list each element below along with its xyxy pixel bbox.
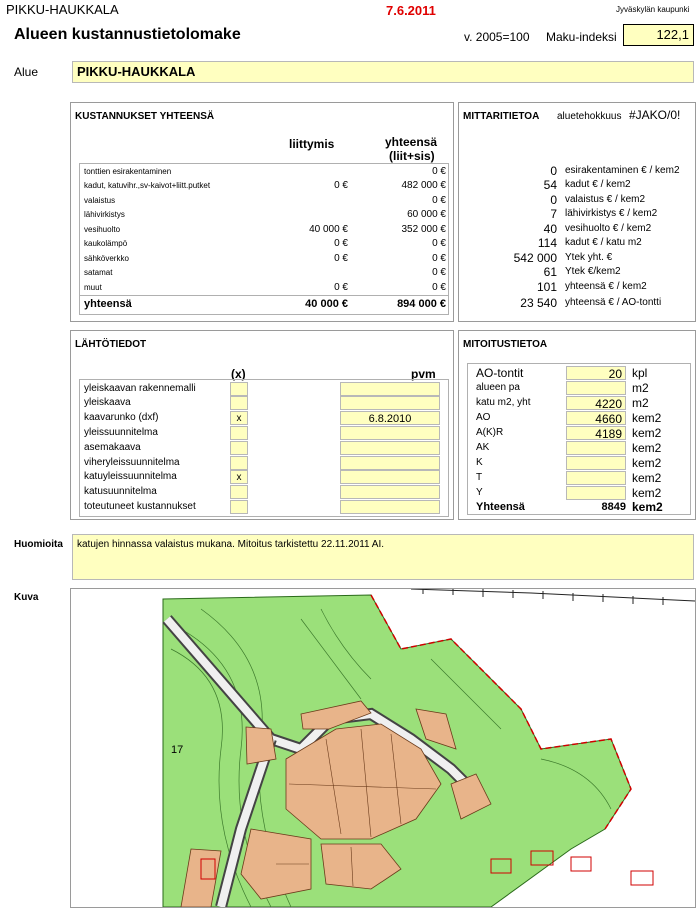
sizing-unit: kem2 bbox=[632, 456, 662, 470]
cost-liittymis: 0 € bbox=[334, 253, 348, 264]
cost-label: valaistus bbox=[84, 196, 116, 205]
sizing-value-cell[interactable]: 20 bbox=[566, 366, 626, 380]
cost-row bbox=[80, 281, 448, 296]
metric-value: 40 bbox=[543, 222, 557, 236]
sizing-row bbox=[468, 471, 690, 485]
cost-row bbox=[80, 208, 448, 222]
image-label: Kuva bbox=[14, 592, 39, 603]
source-pvm-cell[interactable] bbox=[340, 426, 440, 440]
sizing-value-cell[interactable] bbox=[566, 471, 626, 485]
sizing-unit: kem2 bbox=[632, 441, 662, 455]
cost-row bbox=[80, 179, 448, 193]
sizing-label: Y bbox=[476, 487, 483, 498]
source-label: viheryleissuunnitelma bbox=[84, 457, 180, 468]
source-label: yleiskaava bbox=[84, 397, 131, 408]
cost-label: sähköverkko bbox=[84, 254, 129, 263]
source-pvm-cell[interactable] bbox=[340, 396, 440, 410]
city-name: Jyväskylän kaupunki bbox=[616, 5, 690, 14]
metric-value: 542 000 bbox=[513, 251, 557, 265]
sizing-value-cell[interactable] bbox=[566, 456, 626, 470]
sizing-unit: kpl bbox=[632, 366, 648, 380]
cost-label: kaukolämpö bbox=[84, 239, 128, 248]
sizing-value-cell[interactable]: 4189 bbox=[566, 426, 626, 440]
cost-liittymis: 0 € bbox=[334, 180, 348, 191]
sizing-label: AO-tontit bbox=[476, 366, 524, 380]
cost-yhteensa: 352 000 € bbox=[401, 224, 446, 235]
metric-value: 7 bbox=[550, 207, 557, 221]
metric-label: vesihuolto € / kem2 bbox=[565, 223, 652, 234]
col-liittymis: liittymis bbox=[289, 137, 335, 151]
metric-row bbox=[461, 251, 693, 265]
metric-label: esirakentaminen € / kem2 bbox=[565, 165, 680, 176]
metric-label: kadut € / katu m2 bbox=[565, 237, 642, 248]
source-panel bbox=[70, 330, 454, 520]
notes-label: Huomioita bbox=[14, 539, 63, 550]
metric-value: 23 540 bbox=[520, 296, 557, 310]
sizing-row bbox=[468, 441, 690, 455]
sizing-unit: kem2 bbox=[632, 486, 662, 500]
source-x-cell[interactable] bbox=[230, 441, 248, 455]
source-pvm-cell[interactable] bbox=[340, 500, 440, 514]
cost-label: vesihuolto bbox=[84, 225, 121, 234]
source-x-cell[interactable] bbox=[230, 500, 248, 514]
source-x-cell[interactable]: x bbox=[230, 470, 248, 484]
cost-yhteensa: 0 € bbox=[432, 267, 446, 278]
source-label: katuyleissuunnitelma bbox=[84, 471, 177, 482]
alue-field[interactable]: PIKKU-HAUKKALA bbox=[72, 61, 694, 83]
sizing-total-value: 8849 bbox=[601, 501, 626, 513]
sizing-label: A(K)R bbox=[476, 427, 504, 438]
index-basis: v. 2005=100 bbox=[464, 30, 530, 44]
metric-value: 54 bbox=[543, 178, 557, 192]
cost-liittymis: 40 000 € bbox=[309, 224, 348, 235]
metric-label: yhteensä € / AO-tontti bbox=[565, 297, 662, 308]
sizing-value-cell[interactable] bbox=[566, 441, 626, 455]
sizing-label: T bbox=[476, 472, 483, 483]
sizing-value-cell[interactable]: 4220 bbox=[566, 396, 626, 410]
metric-value: 0 bbox=[550, 193, 557, 207]
source-pvm-cell[interactable] bbox=[340, 485, 440, 499]
cost-label: satamat bbox=[84, 268, 113, 277]
sizing-row bbox=[468, 396, 690, 410]
cost-row bbox=[80, 194, 448, 208]
efficiency-label: aluetehokkuus bbox=[557, 111, 622, 122]
efficiency-value: #JAKO/0! bbox=[629, 108, 681, 122]
sizing-label: alueen pa bbox=[476, 382, 520, 393]
cost-yhteensa: 0 € bbox=[432, 195, 446, 206]
source-row bbox=[80, 485, 448, 499]
costs-table bbox=[79, 163, 449, 315]
metric-row bbox=[461, 222, 693, 236]
area-name-header: PIKKU-HAUKKALA bbox=[6, 2, 119, 17]
metrics-title: MITTARITIETOA bbox=[463, 111, 540, 122]
sizing-unit: m2 bbox=[632, 381, 649, 395]
source-pvm-cell[interactable] bbox=[340, 441, 440, 455]
source-x-cell[interactable] bbox=[230, 456, 248, 470]
source-row bbox=[80, 426, 448, 440]
col-yhteensa: yhteensä bbox=[385, 135, 438, 149]
source-row bbox=[80, 456, 448, 470]
cost-row bbox=[80, 165, 448, 179]
sizing-title: MITOITUSTIETOA bbox=[463, 339, 548, 350]
alue-label: Alue bbox=[14, 65, 39, 79]
cost-yhteensa: 0 € bbox=[432, 238, 446, 249]
cost-label: tonttien esirakentaminen bbox=[84, 167, 172, 176]
sizing-total-unit: kem2 bbox=[632, 500, 663, 514]
sizing-unit: kem2 bbox=[632, 471, 662, 485]
sizing-total-row bbox=[468, 500, 690, 514]
metric-label: valaistus € / kem2 bbox=[565, 194, 646, 205]
source-row bbox=[80, 470, 448, 484]
source-row bbox=[80, 441, 448, 455]
metric-row bbox=[461, 236, 693, 250]
metric-row bbox=[461, 280, 693, 294]
cost-liittymis: 0 € bbox=[334, 238, 348, 249]
metric-value: 0 bbox=[550, 164, 557, 178]
form-title: Alueen kustannustietolomake bbox=[14, 26, 241, 43]
metric-label: Ytek €/kem2 bbox=[565, 266, 621, 277]
cost-label: kadut, katuvihr.,sv-kaivot+liitt.putket bbox=[84, 181, 211, 190]
source-row bbox=[80, 382, 448, 396]
sizing-label: AO bbox=[476, 412, 491, 423]
metric-row bbox=[461, 164, 693, 178]
cost-label: muut bbox=[84, 283, 102, 292]
sizing-value-cell[interactable] bbox=[566, 381, 626, 395]
cost-yhteensa: 482 000 € bbox=[401, 180, 446, 191]
col-x: (x) bbox=[231, 367, 246, 381]
costs-title: KUSTANNUKSET YHTEENSÄ bbox=[75, 111, 215, 122]
metric-row bbox=[461, 296, 693, 310]
sizing-row bbox=[468, 411, 690, 425]
metrics-table bbox=[461, 163, 693, 313]
cost-yhteensa: 0 € bbox=[432, 253, 446, 264]
source-pvm-cell[interactable] bbox=[340, 456, 440, 470]
sizing-panel bbox=[458, 330, 696, 520]
source-table bbox=[79, 379, 449, 517]
metric-row bbox=[461, 193, 693, 207]
source-label: toteutuneet kustannukset bbox=[84, 501, 196, 512]
source-pvm-cell[interactable]: 6.8.2010 bbox=[340, 411, 440, 425]
col-pvm: pvm bbox=[411, 367, 436, 381]
sizing-label: AK bbox=[476, 442, 490, 453]
metric-value: 114 bbox=[537, 236, 557, 250]
metric-row bbox=[461, 178, 693, 192]
notes-field[interactable]: katujen hinnassa valaistus mukana. Mitoitus tarkistettu 22.11.2011 AI. bbox=[72, 534, 694, 580]
metrics-panel bbox=[458, 102, 696, 322]
sizing-unit: kem2 bbox=[632, 411, 662, 425]
metric-label: lähivirkistys € / kem2 bbox=[565, 208, 658, 219]
costs-panel bbox=[70, 102, 454, 322]
cost-total-liittymis: 40 000 € bbox=[305, 298, 348, 310]
sizing-row bbox=[468, 456, 690, 470]
sizing-value-cell[interactable] bbox=[566, 486, 626, 500]
image-frame bbox=[70, 588, 696, 908]
source-label: asemakaava bbox=[84, 442, 141, 453]
metric-value: 61 bbox=[543, 265, 557, 279]
cost-yhteensa: 60 000 € bbox=[407, 209, 446, 220]
sizing-label: K bbox=[476, 457, 483, 468]
source-x-cell[interactable] bbox=[230, 382, 248, 396]
cost-label: lähivirkistys bbox=[84, 210, 125, 219]
cost-row bbox=[80, 237, 448, 251]
index-value-field[interactable]: 122,1 bbox=[623, 24, 694, 46]
metric-row bbox=[461, 265, 693, 279]
metric-label: Ytek yht. € bbox=[565, 252, 613, 263]
source-x-cell[interactable] bbox=[230, 426, 248, 440]
metric-row bbox=[461, 207, 693, 221]
metric-label: yhteensä € / kem2 bbox=[565, 281, 647, 292]
date-header: 7.6.2011 bbox=[386, 3, 436, 18]
source-x-cell[interactable]: x bbox=[230, 411, 248, 425]
source-label: yleiskaavan rakennemalli bbox=[84, 383, 196, 394]
col-yhteensa-sub: (liit+sis) bbox=[389, 149, 435, 163]
metric-value: 101 bbox=[536, 280, 557, 294]
sizing-row bbox=[468, 366, 690, 380]
site-plan-map bbox=[71, 589, 695, 907]
cost-row bbox=[80, 266, 448, 280]
cost-total-yhteensa: 894 000 € bbox=[397, 298, 446, 310]
index-label: Maku-indeksi bbox=[546, 30, 617, 44]
cost-liittymis: 0 € bbox=[334, 282, 348, 293]
sizing-value-cell[interactable]: 4660 bbox=[566, 411, 626, 425]
cost-total-label: yhteensä bbox=[84, 298, 132, 310]
sizing-label: katu m2, yht bbox=[476, 397, 531, 408]
sizing-unit: m2 bbox=[632, 396, 649, 410]
source-x-cell[interactable] bbox=[230, 485, 248, 499]
sizing-row bbox=[468, 486, 690, 500]
cost-row bbox=[80, 223, 448, 237]
sizing-unit: kem2 bbox=[632, 426, 662, 440]
source-row bbox=[80, 396, 448, 410]
source-row bbox=[80, 411, 448, 425]
source-x-cell[interactable] bbox=[230, 396, 248, 410]
cost-yhteensa: 0 € bbox=[432, 282, 446, 293]
source-row bbox=[80, 500, 448, 514]
source-label: katusuunnitelma bbox=[84, 486, 157, 497]
cost-yhteensa: 0 € bbox=[432, 166, 446, 177]
source-pvm-cell[interactable] bbox=[340, 470, 440, 484]
sizing-row bbox=[468, 381, 690, 395]
map-label: 17 bbox=[171, 744, 184, 756]
sizing-row bbox=[468, 426, 690, 440]
source-label: yleissuunnitelma bbox=[84, 427, 158, 438]
sizing-table bbox=[467, 363, 691, 515]
source-pvm-cell[interactable] bbox=[340, 382, 440, 396]
sizing-total-label: Yhteensä bbox=[476, 501, 525, 513]
metric-label: kadut € / kem2 bbox=[565, 179, 631, 190]
cost-total-row bbox=[80, 297, 448, 311]
cost-row bbox=[80, 252, 448, 266]
source-title: LÄHTÖTIEDOT bbox=[75, 339, 147, 350]
source-label: kaavarunko (dxf) bbox=[84, 412, 159, 423]
